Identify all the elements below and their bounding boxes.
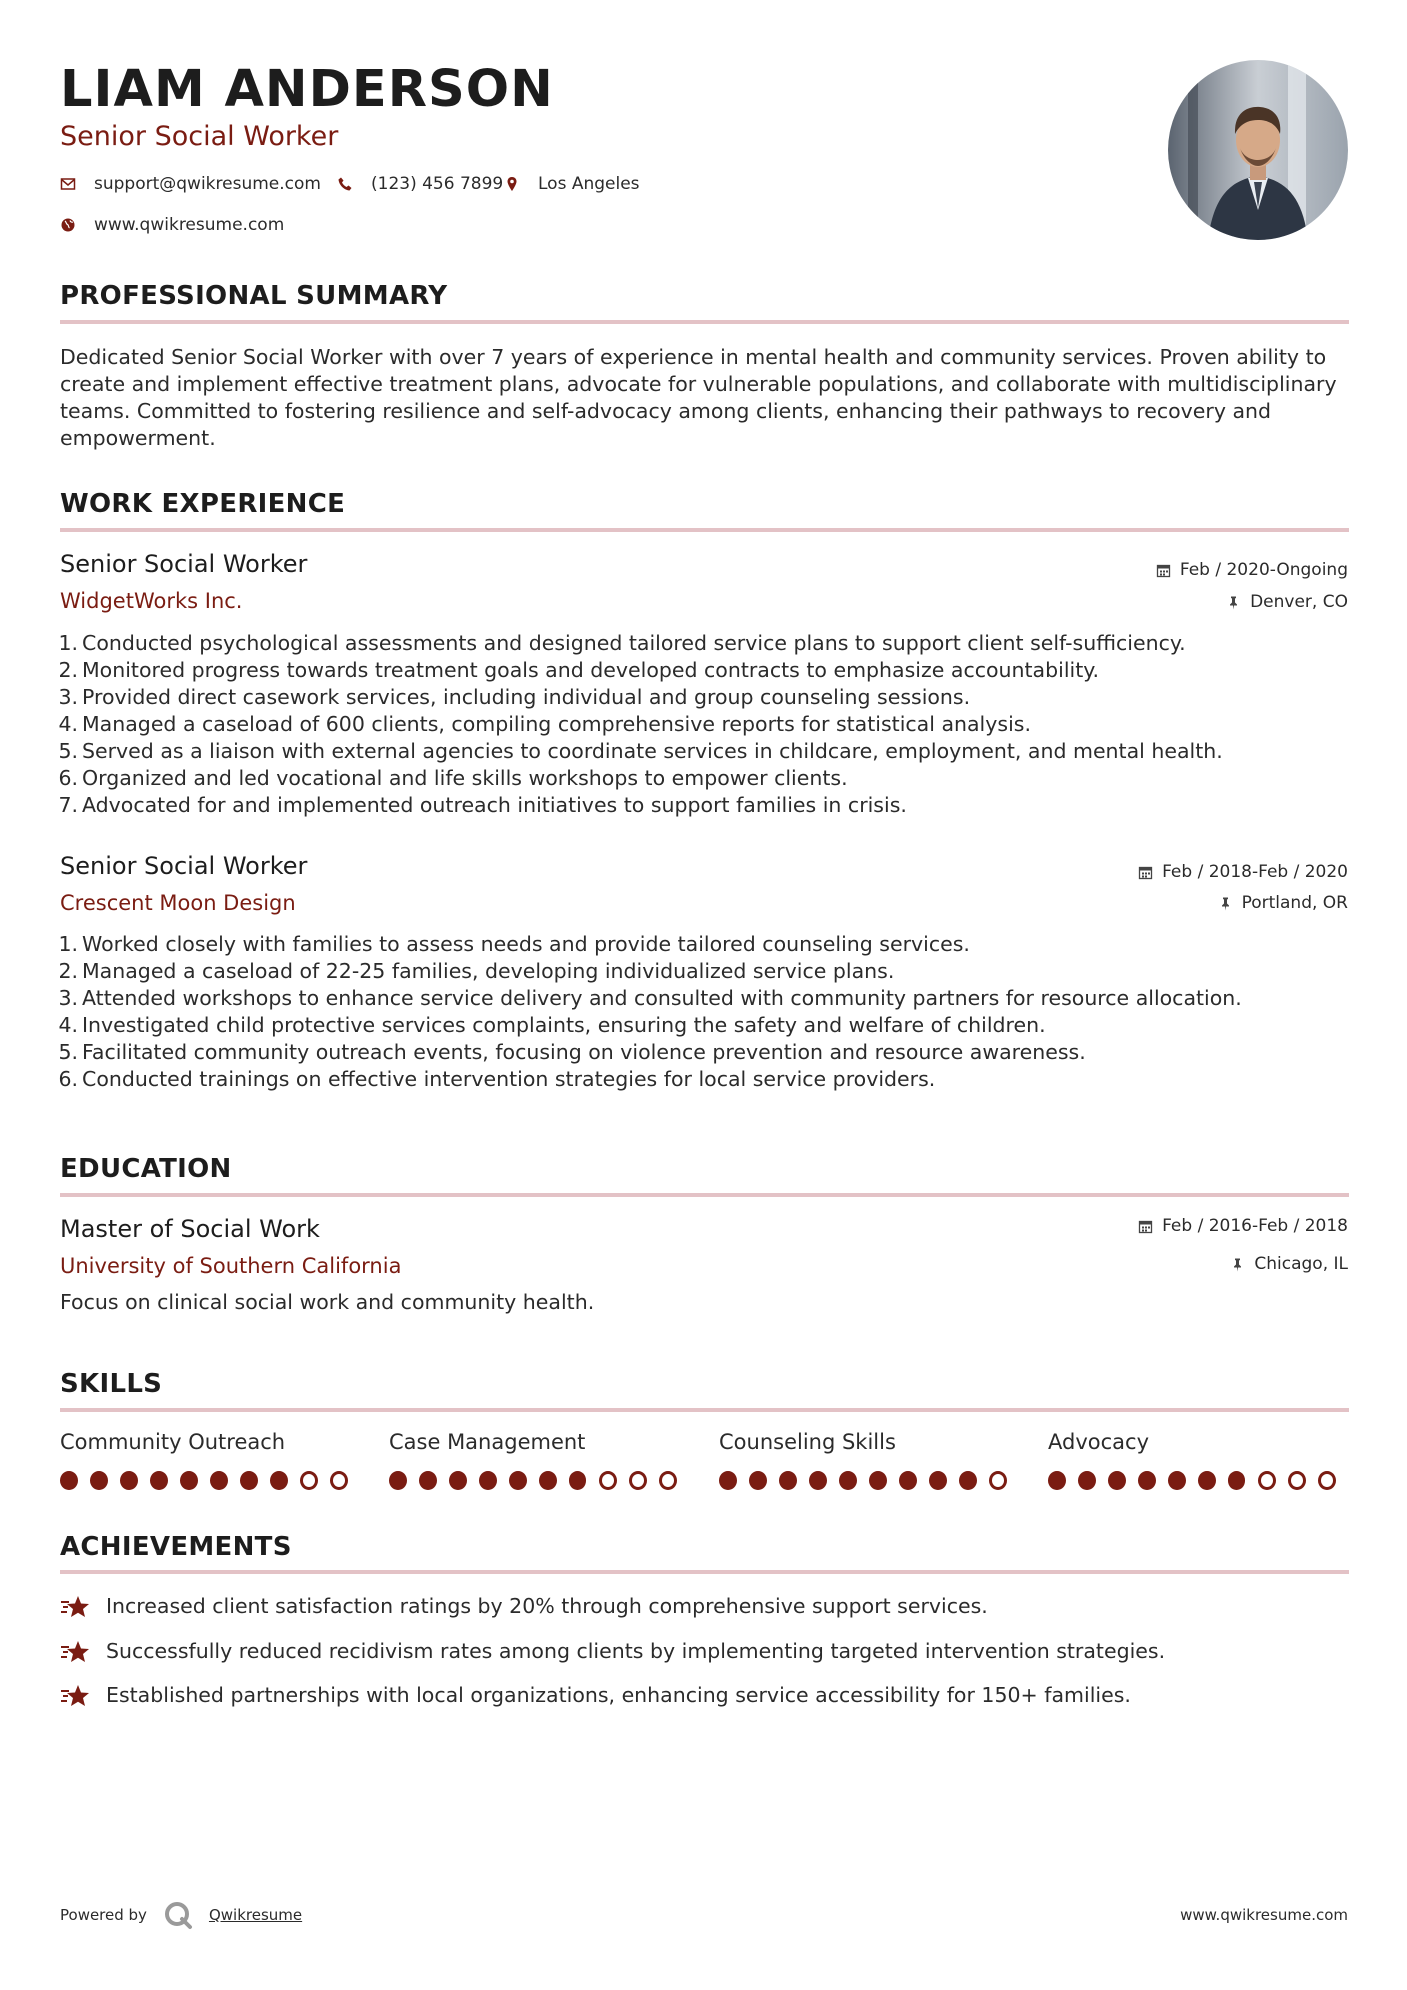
rating-dot-empty (300, 1471, 318, 1490)
skill-item (389, 1428, 689, 1490)
skill-rating (389, 1471, 689, 1490)
job-location-text: Portland, OR (1241, 893, 1348, 913)
rating-dot-filled (809, 1471, 827, 1490)
list-item: 2. Monitored progress towards treatment goals and developed contracts to emphasize accountability. (58, 658, 1099, 682)
list-item: 4. Investigated child protective services complaints, ensuring the safety and welfare of children. (58, 1013, 1046, 1037)
summary-text: Dedicated Senior Social Worker with over 7 years of experience in mental health and community services. Proven ability to create and implement effective treatment plans, advocate for vulnerable populations, and collaborate with multidisciplinary teams. Committed to fostering resilience and self-advocacy among clients, enhancing their pathways to recovery and empowerment. (60, 345, 1337, 450)
powered-by-label: Powered by (60, 1906, 147, 1924)
job-title: Senior Social Worker (60, 852, 308, 880)
achievement-text: Established partnerships with local organizations, enhancing service accessibility for 150+ families. (106, 1683, 1131, 1707)
achievements-divider (60, 1570, 1349, 1574)
rating-dot-filled (1048, 1471, 1066, 1490)
profile-photo (1168, 60, 1348, 240)
phone-icon (337, 176, 353, 192)
rating-dot-filled (929, 1471, 947, 1490)
education-dates (1138, 1215, 1348, 1237)
achievements-heading: ACHIEVEMENTS (60, 1532, 292, 1562)
rating-dot-filled (1198, 1471, 1216, 1490)
summary-divider (60, 320, 1349, 324)
achievement-text: Successfully reduced recidivism rates among clients by implementing targeted intervention strategies. (106, 1639, 1166, 1663)
rating-dot-filled (539, 1471, 557, 1490)
location-text: Los Angeles (538, 174, 640, 194)
education-divider (60, 1193, 1349, 1197)
contact-phone[interactable] (337, 173, 503, 195)
rating-dot-filled (899, 1471, 917, 1490)
candidate-title: Senior Social Worker (60, 121, 339, 152)
skill-name: Advocacy (1048, 1430, 1149, 1454)
rating-dot-filled (150, 1471, 168, 1490)
rating-dot-filled (389, 1471, 407, 1490)
skills-divider (60, 1408, 1349, 1412)
job-company: Crescent Moon Design (60, 891, 296, 915)
email-text: support@qwikresume.com (94, 174, 321, 194)
rating-dot-empty (629, 1471, 647, 1490)
rating-dot-empty (1288, 1471, 1306, 1490)
rating-dot-filled (270, 1471, 288, 1490)
skill-item (60, 1428, 360, 1490)
skill-item (1048, 1428, 1348, 1490)
calendar-icon (1138, 865, 1153, 880)
job-dates (1138, 861, 1348, 883)
job-location-text: Denver, CO (1250, 592, 1348, 612)
rating-dot-filled (210, 1471, 228, 1490)
rating-dot-filled (719, 1471, 737, 1490)
degree-title: Master of Social Work (60, 1215, 320, 1243)
skill-item (719, 1428, 1019, 1490)
experience-heading: WORK EXPERIENCE (60, 489, 346, 519)
list-item: 6. Conducted trainings on effective intervention strategies for local service providers. (58, 1067, 936, 1091)
achievement-item (60, 1682, 1131, 1709)
rating-dot-filled (779, 1471, 797, 1490)
achievement-item (60, 1593, 988, 1620)
skill-rating (1048, 1471, 1348, 1490)
experience-divider (60, 528, 1349, 532)
achievement-item (60, 1638, 1165, 1665)
website-text: www.qwikresume.com (94, 215, 285, 235)
candidate-name: LIAM ANDERSON (60, 60, 554, 119)
map-pin-icon (504, 176, 520, 192)
footer-powered-by (60, 1900, 302, 1930)
rating-dot-filled (180, 1471, 198, 1490)
list-item: 2. Managed a caseload of 22-25 families, developing individualized service plans. (58, 959, 895, 983)
list-item: 5. Facilitated community outreach events, focusing on violence prevention and resource awareness. (58, 1040, 1086, 1064)
list-item: 5. Served as a liaison with external agencies to coordinate services in childcare, employment, and mental health. (58, 739, 1223, 763)
star-award-icon (60, 1594, 90, 1620)
job-dates (1156, 559, 1348, 581)
contact-location (504, 173, 640, 195)
skill-name: Case Management (389, 1430, 586, 1454)
rating-dot-filled (959, 1471, 977, 1490)
skill-name: Counseling Skills (719, 1430, 896, 1454)
skill-name: Community Outreach (60, 1430, 286, 1454)
job-bullets (54, 630, 1354, 819)
rating-dot-filled (569, 1471, 587, 1490)
skill-rating (719, 1471, 1019, 1490)
rating-dot-empty (330, 1471, 348, 1490)
rating-dot-filled (1168, 1471, 1186, 1490)
job-dates-text: Feb / 2018-Feb / 2020 (1162, 862, 1348, 882)
rating-dot-filled (1078, 1471, 1096, 1490)
list-item: 7. Advocated for and implemented outreach initiatives to support families in crisis. (58, 793, 907, 817)
phone-text: (123) 456 7899 (371, 174, 504, 194)
rating-dot-empty (599, 1471, 617, 1490)
star-award-icon (60, 1639, 90, 1665)
pushpin-icon (1218, 896, 1233, 911)
education-location (1230, 1253, 1348, 1275)
rating-dot-filled (1138, 1471, 1156, 1490)
globe-icon (60, 217, 76, 233)
rating-dot-filled (509, 1471, 527, 1490)
rating-dot-filled (60, 1471, 78, 1490)
calendar-icon (1138, 1219, 1153, 1234)
rating-dot-filled (1108, 1471, 1126, 1490)
rating-dot-filled (240, 1471, 258, 1490)
list-item: 1. Worked closely with families to assess needs and provide tailored counseling services. (58, 932, 970, 956)
education-heading: EDUCATION (60, 1154, 232, 1184)
contact-website[interactable] (60, 214, 284, 236)
achievement-text: Increased client satisfaction ratings by 20% through comprehensive support services. (106, 1594, 988, 1618)
rating-dot-filled (419, 1471, 437, 1490)
education-note: Focus on clinical social work and community health. (60, 1290, 595, 1314)
rating-dot-empty (1318, 1471, 1336, 1490)
education-location-text: Chicago, IL (1254, 1254, 1348, 1274)
footer-website[interactable]: www.qwikresume.com (1180, 1906, 1348, 1924)
rating-dot-filled (1228, 1471, 1246, 1490)
list-item: 1. Conducted psychological assessments and designed tailored service plans to support client self-sufficiency. (58, 631, 1186, 655)
list-item: 3. Attended workshops to enhance service delivery and consulted with community partners for resource allocation. (58, 986, 1242, 1010)
rating-dot-filled (479, 1471, 497, 1490)
star-award-icon (60, 1683, 90, 1709)
list-item: 6. Organized and led vocational and life skills workshops to empower clients. (58, 766, 848, 790)
job-title: Senior Social Worker (60, 550, 308, 578)
job-location (1218, 892, 1348, 914)
calendar-icon (1156, 563, 1171, 578)
brand-link[interactable]: Qwikresume (208, 1906, 303, 1924)
school-name: University of Southern California (60, 1254, 402, 1278)
qwikresume-logo-icon (163, 1900, 193, 1930)
contact-email[interactable] (60, 173, 321, 195)
list-item: 3. Provided direct casework services, including individual and group counseling sessions. (58, 685, 971, 709)
pushpin-icon (1230, 1257, 1245, 1272)
skills-heading: SKILLS (60, 1369, 163, 1399)
pushpin-icon (1226, 595, 1241, 610)
rating-dot-filled (839, 1471, 857, 1490)
rating-dot-filled (90, 1471, 108, 1490)
envelope-icon (60, 176, 76, 192)
job-bullets (54, 931, 1354, 1093)
job-company: WidgetWorks Inc. (60, 589, 243, 613)
rating-dot-filled (749, 1471, 767, 1490)
skill-rating (60, 1471, 360, 1490)
summary-heading: PROFESSIONAL SUMMARY (60, 281, 448, 311)
job-location (1226, 591, 1348, 613)
rating-dot-filled (869, 1471, 887, 1490)
rating-dot-filled (120, 1471, 138, 1490)
rating-dot-filled (449, 1471, 467, 1490)
rating-dot-empty (989, 1471, 1007, 1490)
list-item: 4. Managed a caseload of 600 clients, compiling comprehensive reports for statistical analysis. (58, 712, 1031, 736)
rating-dot-empty (659, 1471, 677, 1490)
rating-dot-empty (1258, 1471, 1276, 1490)
education-dates-text: Feb / 2016-Feb / 2018 (1162, 1216, 1348, 1236)
job-dates-text: Feb / 2020-Ongoing (1179, 560, 1348, 580)
